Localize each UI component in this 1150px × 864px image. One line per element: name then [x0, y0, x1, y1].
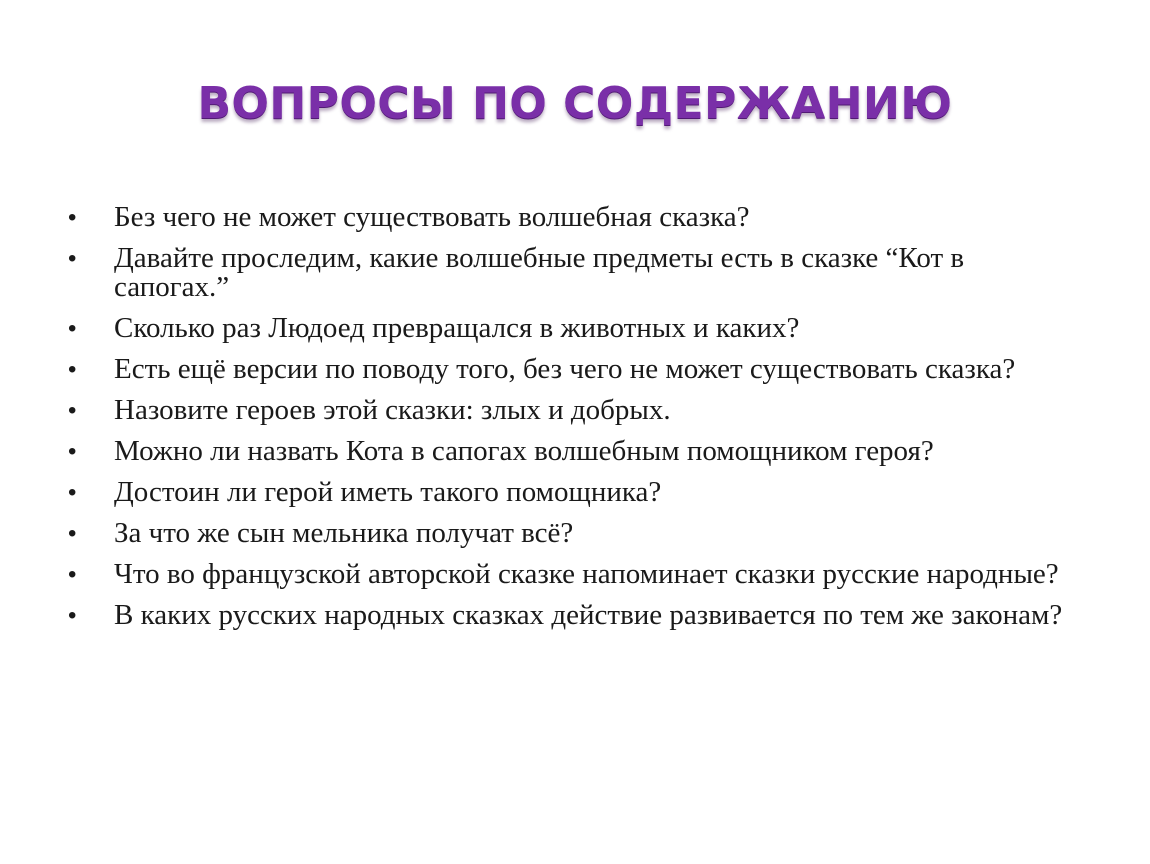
bullet-icon: • — [68, 479, 77, 506]
question-text: За что же сын мельника получат всё? — [114, 517, 574, 549]
list-item — [68, 203, 1068, 232]
list-item — [68, 601, 1068, 630]
bullet-icon: • — [68, 397, 77, 424]
question-text: Можно ли назвать Кота в сапогах волшебным помощником героя? — [114, 435, 934, 467]
list-item — [68, 396, 1068, 425]
list-item — [68, 244, 1068, 302]
bullet-icon: • — [68, 315, 77, 342]
question-text: В каких русских народных сказках действие развивается по тем же законам? — [114, 599, 1063, 631]
bullet-icon: • — [68, 204, 77, 231]
question-text: Давайте проследим, какие волшебные предметы есть в сказке “Кот в сапогах.” — [114, 242, 965, 303]
bullet-icon: • — [68, 438, 77, 465]
bullet-icon: • — [68, 245, 77, 272]
question-list — [68, 203, 1068, 642]
slide-title: ВОПРОСЫ ПО СОДЕРЖАНИЮ — [197, 78, 953, 129]
list-item — [68, 478, 1068, 507]
list-item — [68, 355, 1068, 384]
question-text: Без чего не может существовать волшебная сказка? — [114, 201, 750, 233]
question-text: Сколько раз Людоед превращался в животных и каких? — [114, 312, 800, 344]
question-text: Назовите героев этой сказки: злых и добрых. — [114, 394, 671, 426]
list-item — [68, 519, 1068, 548]
question-text: Что во французской авторской сказке напоминает сказки русские народные? — [114, 558, 1059, 590]
question-text: Есть ещё версии по поводу того, без чего не может существовать сказка? — [114, 353, 1016, 385]
question-text: Достоин ли герой иметь такого помощника? — [114, 476, 662, 508]
bullet-icon: • — [68, 356, 77, 383]
bullet-icon: • — [68, 602, 77, 629]
list-item — [68, 560, 1068, 589]
list-item — [68, 437, 1068, 466]
bullet-icon: • — [68, 520, 77, 547]
list-item — [68, 314, 1068, 343]
bullet-icon: • — [68, 561, 77, 588]
